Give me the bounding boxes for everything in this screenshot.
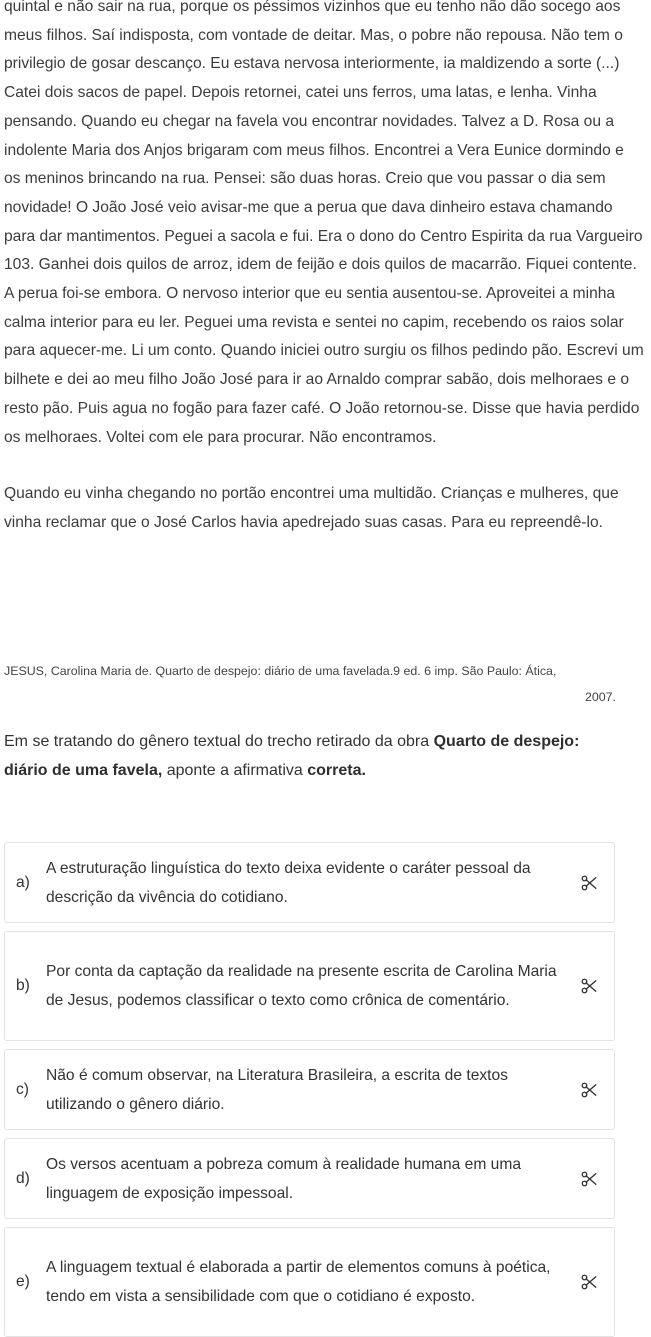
scissors-icon[interactable]	[580, 1273, 598, 1291]
alternative-b[interactable]	[4, 931, 615, 1041]
alternative-text: Por conta da captação da realidade na presente escrita de Carolina Maria de Jesus, podemos classificar o texto como crônica de comentário.	[46, 963, 557, 1009]
alternative-letter: d)	[16, 1169, 30, 1187]
alternative-text: A estruturação linguística do texto deixa evidente o caráter pessoal da descrição da vivência do cotidiano.	[46, 859, 531, 906]
passage-text	[4, 0, 644, 538]
citation-text: JESUS, Carolina Maria de. Quarto de despejo: diário de uma favelada.9 ed. 6 imp. São Paulo: Ática,	[4, 664, 557, 678]
citation-year: 2007.	[584, 690, 616, 704]
alternative-letter: c)	[16, 1080, 29, 1098]
passage-paragraph-1: quintal e não sair na rua, porque os péssimos vizinhos que eu tenho não dão socego aos meus filhos. Saí indisposta, com vontade de deitar. Mas, o pobre não repousa. Não tem o privilegio de gosar descanço. Eu estava nervosa interiormente, ia maldizendo a sorte (...) Catei dois sacos de papel. Depois retornei, catei uns ferros, uma latas, e lenha. Vinha pensando. Quando eu chegar na favela vou encontrar novidades. Talvez a D. Rosa ou a indolente Maria dos Anjos brigaram com meus filhos. Encontrei a Vera Eunice dormindo e os meninos brincando na rua. Pensei: são duas horas. Creio que vou passar o dia sem novidade! O João José veio avisar-me que a perua que dava dinheiro estava chamando para dar mantimentos. Peguei a sacola e fui. Era o dono do Centro Espirita da rua Vargueiro 103. Ganhei dois quilos de arroz, idem de feijão e dois quilos de macarrão. Fiquei contente. A perua foi-se embora. O nervoso interior que eu sentia ausentou-se. Aproveitei a minha calma interior para eu ler. Peguei uma revista e sentei no capim, recebendo os raios solar para aquecer-me. Li um conto. Quando iniciei outro surgiu os filhos pedindo pão. Escrevi um bilhete e dei ao meu filho João José para ir ao Arnaldo comprar sabão, dois melhoraes e o resto pão. Puis agua no fogão para fazer café. O João retornou-se. Disse que havia perdido os melhoraes. Voltei com ele para procurar. Não encontramos.	[4, 0, 644, 446]
question-book-title: Quarto de despejo: diário de uma favela,	[4, 733, 580, 779]
scissors-icon[interactable]	[580, 1170, 598, 1188]
question-part-2: aponte a afirmativa	[162, 762, 308, 779]
alternative-text: Não é comum observar, na Literatura Brasileira, a escrita de textos utilizando o gênero diário.	[46, 1066, 508, 1113]
scissors-icon[interactable]	[580, 1081, 598, 1099]
scissors-icon[interactable]	[580, 977, 598, 995]
scissors-icon[interactable]	[580, 874, 598, 892]
alternative-text: A linguagem textual é elaborada a partir de elementos comuns à poética, tendo em vista a sensibilidade com que o cotidiano é exposto.	[46, 1259, 551, 1305]
question-statement	[4, 727, 624, 785]
alternative-e[interactable]	[4, 1227, 615, 1337]
alternative-letter: e)	[16, 1273, 30, 1290]
alternative-c[interactable]	[4, 1049, 615, 1130]
alternative-d[interactable]	[4, 1138, 615, 1219]
alternative-a[interactable]	[4, 842, 615, 923]
alternative-text: Os versos acentuam a pobreza comum à realidade humana em uma linguagem de exposição impessoal.	[46, 1155, 521, 1202]
alternative-letter: b)	[16, 977, 30, 994]
passage-paragraph-2: Quando eu vinha chegando no portão encontrei uma multidão. Crianças e mulheres, que vinha reclamar que o José Carlos havia apedrejado suas casas. Para eu repreendê-lo.	[4, 485, 619, 531]
alternative-letter: a)	[16, 873, 30, 891]
question-part-1: Em se tratando do gênero textual do trecho retirado da obra	[4, 733, 434, 750]
citation	[4, 658, 616, 710]
question-correct-word: correta.	[307, 762, 366, 779]
